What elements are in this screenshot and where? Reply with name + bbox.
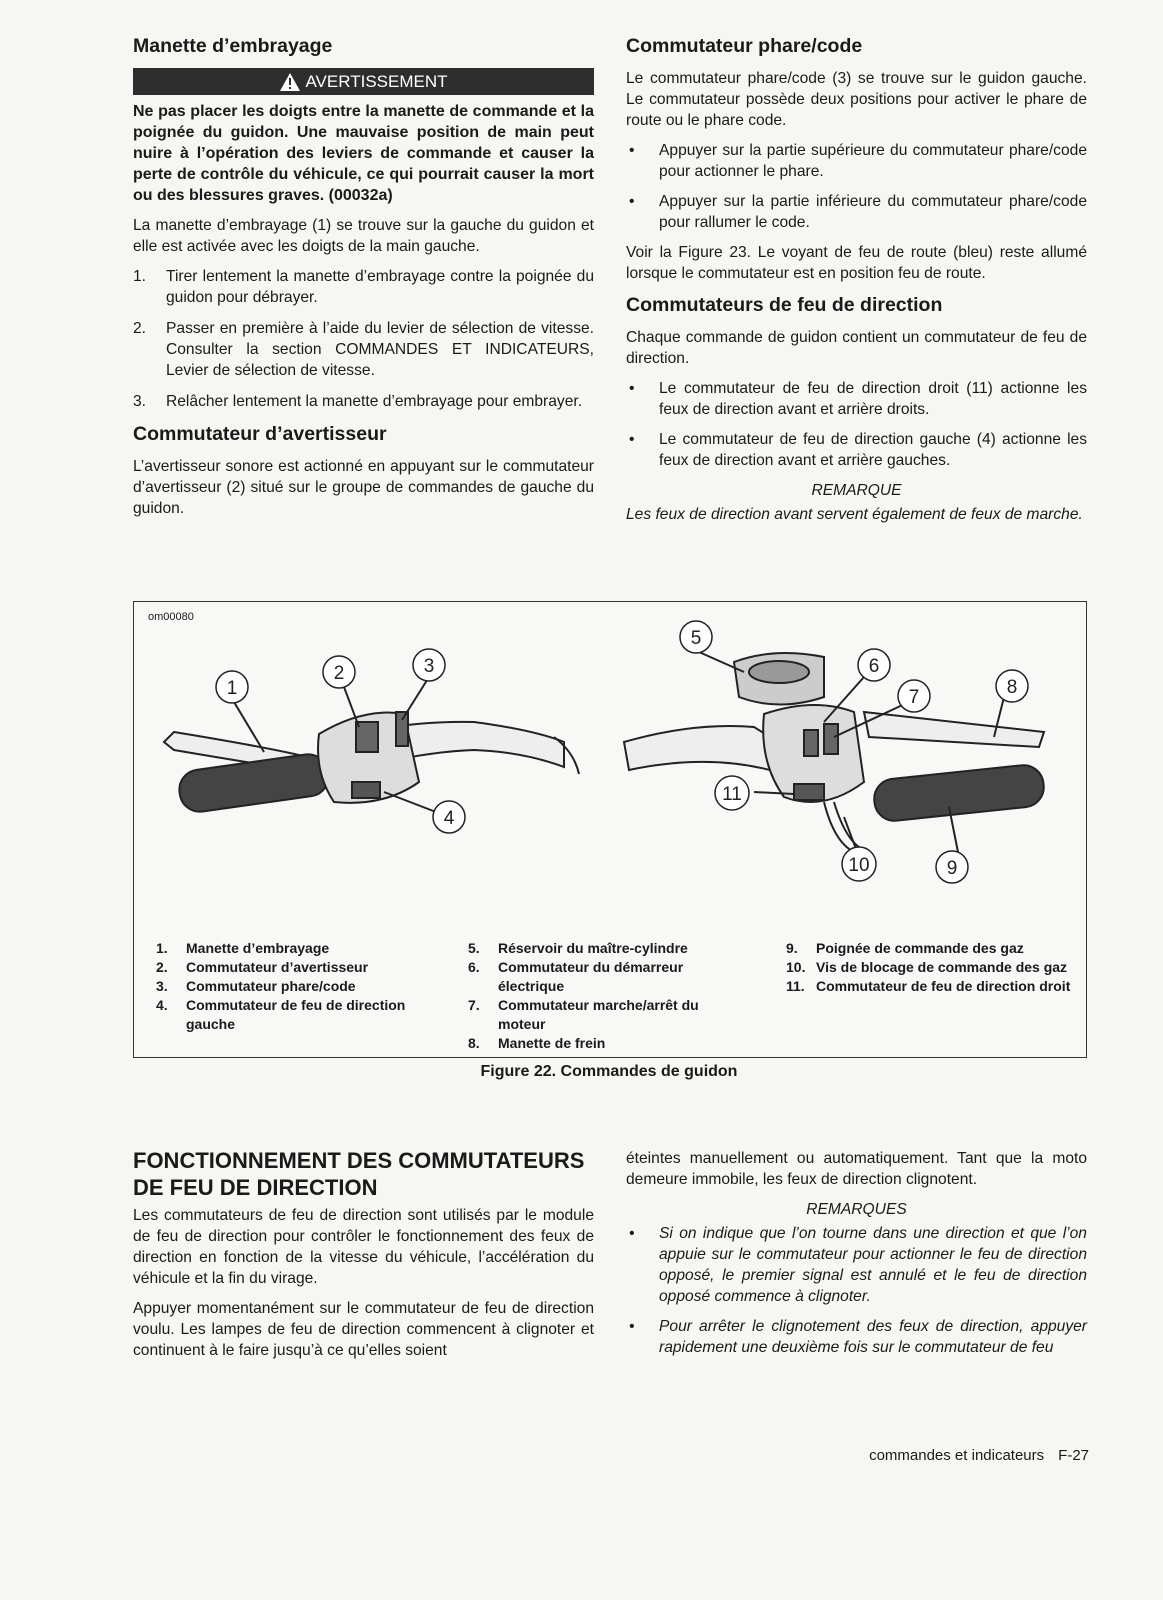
clutch-heading: Manette d’embrayage <box>133 35 333 57</box>
list-item: 2. Passer en première à l’aide du levier de sélection de vitesse. Consulter la section COMMANDES ET INDICATEURS, Levier de sélection de vitesse. <box>133 320 594 379</box>
legend-column-3 <box>786 939 1076 996</box>
legend-item: 6. Commutateur du démarreur électrique <box>468 959 684 994</box>
remarque-text: Les feux de direction avant servent également de feux de marche. <box>626 506 1083 523</box>
turn-signal-bullets <box>626 378 1087 471</box>
callout-label: 11 <box>722 784 742 805</box>
turn-operation-paragraph-2: Appuyer momentanément sur le commutateur de feu de direction voulu. Les lampes de feu de direction commencent à clignoter et continuent à le faire jusqu’à ce qu’elles soient <box>133 1300 594 1359</box>
left-column <box>133 34 594 528</box>
callout-label: 9 <box>946 858 958 879</box>
clutch-paragraph: La manette d’embrayage (1) se trouve sur la gauche du guidon et elle est activée avec les doigts de la main gauche. <box>133 217 594 255</box>
callout-label: 4 <box>443 808 455 829</box>
headlamp-paragraph-2: Voir la Figure 23. Le voyant de feu de route (bleu) reste allumé lorsque le commutateur est en position feu de route. <box>626 244 1087 282</box>
warning-banner <box>133 68 594 95</box>
left-turn-switch <box>352 782 380 798</box>
list-item: • Appuyer sur la partie supérieure du commutateur phare/code pour actionner le phare. <box>626 140 1087 182</box>
headlamp-bullets <box>626 140 1087 233</box>
callout-label: 2 <box>333 663 345 684</box>
legend-column-1 <box>156 939 456 1034</box>
list-item: • Si on indique que l’on tourne dans une direction et que l’on appuie sur le commutateur pour actionner le feu de direction opposé, le premier signal est annulé et le feu de direction opposé commence à clignoter. <box>626 1223 1087 1307</box>
legend-item: 9. Poignée de commande des gaz <box>786 940 1024 956</box>
warning-triangle-icon <box>279 72 301 92</box>
brake-lever <box>864 712 1044 747</box>
list-item: • Le commutateur de feu de direction droit (11) actionne les feux de direction avant et arrière droits. <box>626 378 1087 420</box>
list-item: • Le commutateur de feu de direction gauche (4) actionne les feux de direction avant et arrière gauches. <box>626 429 1087 471</box>
figure-22 <box>133 601 1087 1058</box>
list-item: • Pour arrêter le clignotement des feux de direction, appuyer rapidement une deuxième fois sur le commutateur de feu <box>626 1316 1087 1358</box>
wiring <box>834 802 864 850</box>
callout-label: 8 <box>1006 677 1018 698</box>
legend-item: 5. Réservoir du maître-cylindre <box>468 940 688 956</box>
list-item: 3. Relâcher lentement la manette d’embrayage pour embrayer. <box>133 393 583 410</box>
list-item: 1. Tirer lentement la manette d’embrayage contre la poignée du guidon pour débrayer. <box>133 268 594 306</box>
legend-item: 1. Manette d’embrayage <box>156 940 330 956</box>
right-grip <box>872 763 1045 823</box>
legend-item: 4. Commutateur de feu de direction gauche <box>156 997 406 1032</box>
turn-signal-heading: Commutateurs de feu de direction <box>626 294 943 316</box>
legend-column-2 <box>468 939 738 1053</box>
legend-item: 11. Commutateur de feu de direction droit <box>786 978 1071 994</box>
engine-stop-switch <box>824 724 838 754</box>
legend-item: 7. Commutateur marche/arrêt du moteur <box>468 997 699 1032</box>
callout-label: 1 <box>226 678 238 699</box>
legend-item: 10. Vis de blocage de commande des gaz <box>786 959 1068 975</box>
page-footer <box>855 1447 1089 1464</box>
legend-item: 3. Commutateur phare/code <box>156 978 356 994</box>
callout-label: 7 <box>908 687 920 708</box>
legend-item: 8. Manette de frein <box>468 1035 606 1051</box>
continuation-paragraph: éteintes manuellement ou automatiquement. Tant que la moto demeure immobile, les feux de direction clignotent. <box>626 1150 1087 1188</box>
warning-label: AVERTISSEMENT <box>305 72 448 91</box>
callout-label: 6 <box>868 656 880 677</box>
handlebar-illustration <box>134 602 1086 937</box>
headlamp-paragraph: Le commutateur phare/code (3) se trouve sur le guidon gauche. Le commutateur possède deux positions pour activer le phare de route ou le phare code. <box>626 70 1087 129</box>
list-item: • Appuyer sur la partie inférieure du commutateur phare/code pour rallumer le code. <box>626 191 1087 233</box>
reservoir-cap <box>749 661 809 683</box>
left-grip <box>177 752 331 814</box>
headlamp-switch <box>396 712 408 746</box>
callout-label: 5 <box>690 628 702 649</box>
horn-paragraph: L’avertisseur sonore est actionné en appuyant sur le commutateur d’avertisseur (2) situé sur le groupe de commandes de gauche du guidon. <box>133 458 594 517</box>
right-turn-switch <box>794 784 824 800</box>
horn-heading: Commutateur d’avertisseur <box>133 423 387 445</box>
callout-label: 10 <box>848 855 870 876</box>
warning-text: Ne pas placer les doigts entre la manette de commande et la poignée du guidon. Une mauvaise position de main peut nuire à l’opération des leviers de commande et causer la perte de contrôle du véhicule, ce qui pourrait causer la mort ou des blessures graves. (00032a) <box>133 103 594 204</box>
footer-section: commandes et indicateurs <box>869 1447 1045 1464</box>
page-number: F-27 <box>1058 1447 1089 1464</box>
turn-operation-paragraph: Les commutateurs de feu de direction sont utilisés par le module de feu de direction pour contrôler le fonctionnement des feux de direction en fonction de la vitesse du véhicule, l’accélération du véhicule et la fin du virage. <box>133 1207 594 1287</box>
bottom-left-column <box>133 1147 594 1370</box>
remarque-label: REMARQUE <box>811 482 902 499</box>
figure-caption: Figure 22. Commandes de guidon <box>480 1063 738 1080</box>
figure-id: om00080 <box>148 611 194 623</box>
wiring <box>824 802 854 852</box>
right-column <box>626 34 1087 534</box>
remarques-label: REMARQUES <box>806 1201 907 1218</box>
start-switch <box>804 730 818 756</box>
callout-label: 3 <box>423 656 435 677</box>
clutch-steps <box>133 266 594 412</box>
bottom-right-column <box>626 1148 1087 1367</box>
headlamp-heading: Commutateur phare/code <box>626 35 863 57</box>
turn-signal-paragraph: Chaque commande de guidon contient un commutateur de feu de direction. <box>626 329 1087 367</box>
legend-item: 2. Commutateur d’avertisseur <box>156 959 369 975</box>
remarques-list <box>626 1223 1087 1358</box>
section-heading: FONCTIONNEMENT DES COMMUTATEURS DE FEU DE DIRECTION <box>133 1148 585 1200</box>
